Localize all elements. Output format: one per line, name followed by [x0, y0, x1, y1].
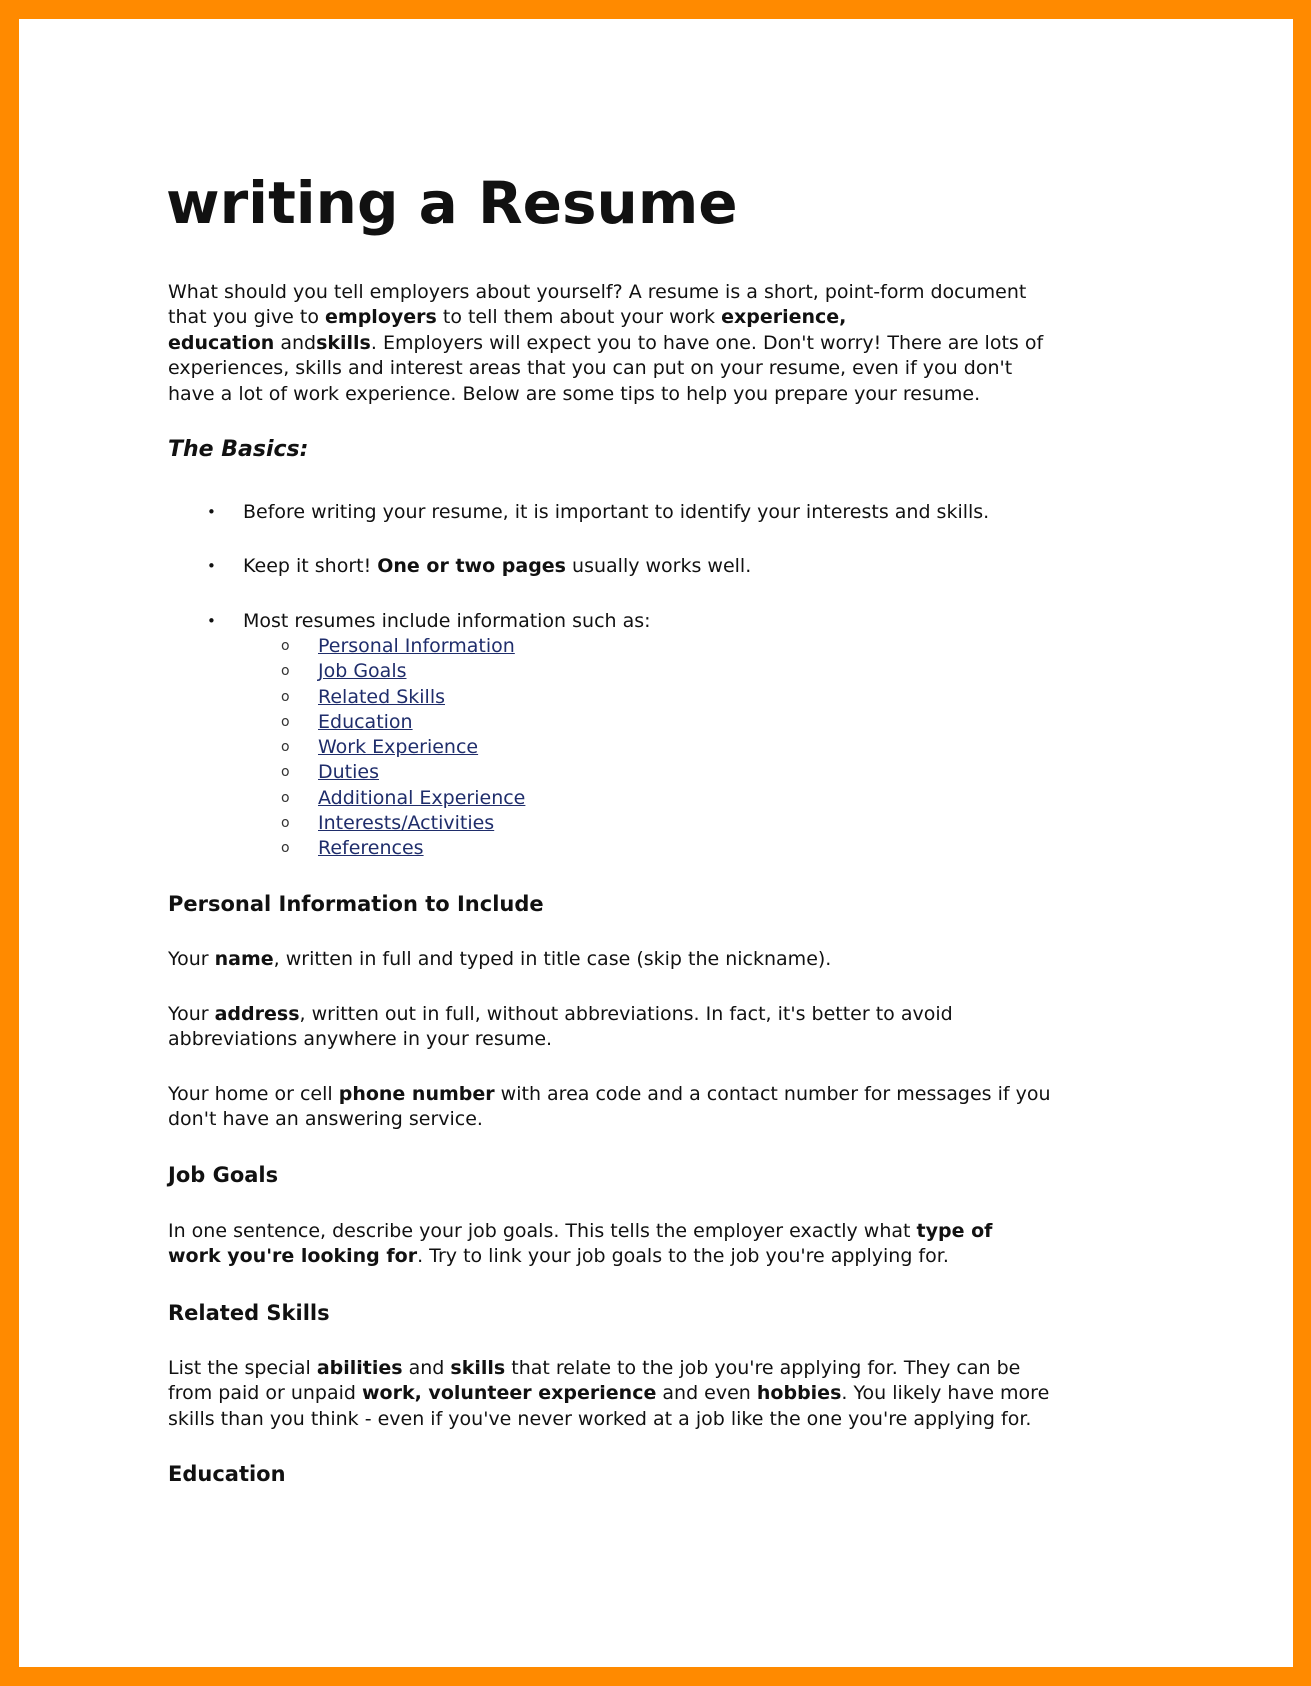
- text: Keep it short!: [243, 555, 378, 577]
- bullet-text: [243, 609, 651, 634]
- text: and: [274, 331, 317, 354]
- text: . Employers will expect you to have one. Don't worry! There are lots of: [370, 331, 1044, 354]
- intro-paragraph: [168, 280, 1043, 407]
- text-line: [168, 1381, 1049, 1406]
- text: that relate to the job you're applying for. They can be: [505, 1357, 1021, 1379]
- job-goals-heading: Job Goals: [168, 1163, 279, 1187]
- bold-text: address: [214, 1003, 300, 1025]
- circle-bullet-icon: o: [281, 739, 290, 756]
- bold-text: work, volunteer experience: [361, 1382, 657, 1405]
- job-goals-paragraph: [168, 1219, 992, 1270]
- bold-text: abilities: [316, 1357, 403, 1379]
- section-link[interactable]: Duties: [318, 761, 379, 784]
- bullet-text: [243, 500, 989, 525]
- address-paragraph: [168, 1002, 953, 1053]
- related-skills-paragraph: [168, 1356, 1049, 1432]
- text-line: [168, 1219, 992, 1244]
- circle-bullet-icon: o: [281, 815, 290, 832]
- text-line: [168, 1407, 1049, 1432]
- text: with area code and a contact number for messages if you: [494, 1083, 1051, 1105]
- text: to tell them about your work: [436, 306, 722, 329]
- text: and even: [656, 1382, 757, 1405]
- bold-text: work you're looking for: [168, 1245, 418, 1268]
- section-link[interactable]: Work Experience: [318, 736, 479, 759]
- section-link[interactable]: Related Skills: [318, 685, 445, 708]
- section-link[interactable]: Interests/Activities: [318, 812, 495, 835]
- name-paragraph: [168, 947, 831, 972]
- text: and: [402, 1357, 451, 1379]
- bullet-icon: •: [207, 557, 216, 575]
- text-line: [168, 1244, 992, 1269]
- text: . Try to link your job goals to the job you're applying for.: [417, 1245, 949, 1268]
- text: , written out in full, without abbreviations. In fact, it's better to avoid: [299, 1003, 953, 1025]
- text-line: [168, 331, 1043, 356]
- bold-text: education: [168, 331, 275, 354]
- text-line: [168, 356, 1043, 381]
- circle-bullet-icon: o: [281, 713, 290, 730]
- text-line: [168, 1356, 1049, 1381]
- bold-text: type of: [916, 1220, 993, 1242]
- text-line: [168, 280, 1043, 305]
- text: What should you tell employers about yourself? A resume is a short, point-form document: [168, 281, 1027, 303]
- text: In one sentence, describe your job goals. This tells the employer exactly what: [168, 1220, 917, 1242]
- text: Your: [168, 1003, 215, 1025]
- text: Most resumes include information such as:: [243, 610, 651, 632]
- text-line: [168, 1082, 1051, 1107]
- bold-text: skills: [316, 331, 371, 354]
- bold-text: experience,: [721, 306, 847, 329]
- text: . You likely have more: [841, 1382, 1050, 1405]
- circle-bullet-icon: o: [281, 789, 290, 806]
- text: that you give to: [168, 306, 326, 329]
- section-link[interactable]: References: [318, 837, 424, 860]
- bullet-icon: •: [207, 503, 216, 521]
- page-title: writing a Resume: [166, 169, 738, 237]
- text: abbreviations anywhere in your resume.: [168, 1028, 553, 1051]
- text-line: [168, 1107, 1051, 1132]
- section-link[interactable]: Job Goals: [318, 660, 407, 683]
- text: Before writing your resume, it is important to identify your interests and skills.: [243, 501, 990, 523]
- text: from paid or unpaid: [168, 1382, 362, 1405]
- text: , written in full and typed in title case (skip the nickname).: [273, 948, 832, 970]
- bold-text: name: [214, 948, 274, 970]
- text: don't have an answering service.: [168, 1108, 483, 1131]
- text-line: [168, 305, 1043, 330]
- basics-heading: The Basics:: [168, 437, 309, 462]
- bullet-icon: •: [207, 612, 216, 630]
- circle-bullet-icon: o: [281, 688, 290, 705]
- text: have a lot of work experience. Below are some tips to help you prepare your resume.: [168, 382, 981, 405]
- bold-text: employers: [325, 306, 437, 329]
- circle-bullet-icon: o: [281, 840, 290, 857]
- bold-text: skills: [450, 1357, 506, 1379]
- text-line: [168, 1027, 953, 1052]
- related-skills-heading: Related Skills: [168, 1301, 330, 1325]
- section-link[interactable]: Education: [318, 710, 413, 733]
- bold-text: hobbies: [756, 1382, 842, 1405]
- education-heading: Education: [168, 1462, 286, 1486]
- text-line: [168, 382, 1043, 407]
- bold-text: phone number: [338, 1083, 495, 1105]
- bullet-text: [243, 554, 751, 579]
- text-line: [168, 947, 831, 972]
- text-line: [168, 1002, 953, 1027]
- text: experiences, skills and interest areas that you can put on your resume, even if you don't: [168, 357, 1013, 380]
- circle-bullet-icon: o: [281, 764, 290, 781]
- text: usually works well.: [566, 555, 752, 577]
- text: skills than you think - even if you've never worked at a job like the one you're applying for.: [168, 1407, 1032, 1430]
- text: List the special: [168, 1357, 317, 1379]
- section-link[interactable]: Additional Experience: [318, 786, 526, 809]
- circle-bullet-icon: o: [281, 638, 290, 654]
- text: Your: [168, 948, 215, 970]
- circle-bullet-icon: o: [281, 663, 290, 680]
- personal-info-heading: Personal Information to Include: [168, 892, 544, 916]
- phone-paragraph: [168, 1082, 1051, 1133]
- section-link[interactable]: Personal Information: [318, 635, 515, 657]
- text: Your home or cell: [168, 1083, 339, 1105]
- bold-text: One or two pages: [377, 555, 566, 577]
